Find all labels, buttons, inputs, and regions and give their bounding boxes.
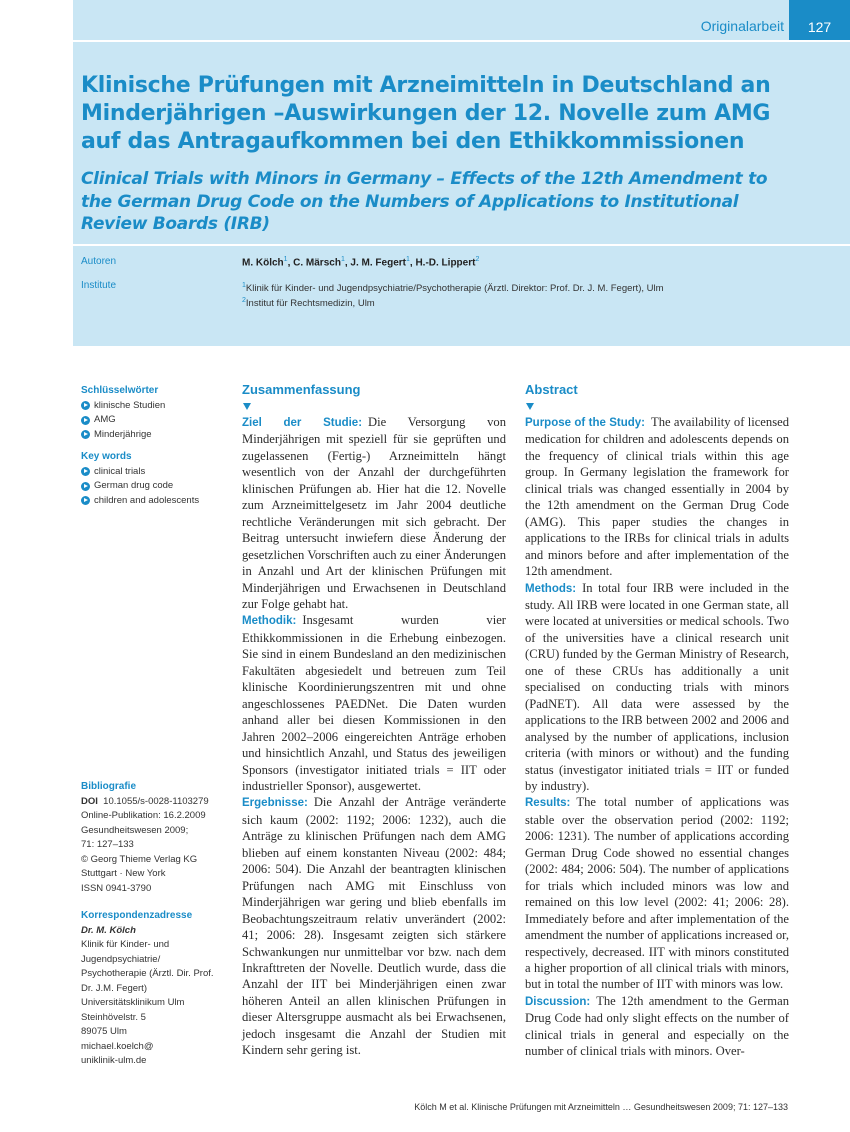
arrow-bullet-icon [81, 401, 90, 410]
footer-citation: Kölch M et al. Klinische Prüfungen mit Arzneimitteln … Gesundheitswesen 2009; 71: 127–133 [414, 1102, 788, 1112]
correspondence-line: Jugendpsychiatrie/ [81, 953, 161, 965]
abstract-section-label: Methods: [525, 582, 577, 595]
institute-mark: 1 [242, 282, 246, 289]
keyword-item [81, 479, 231, 494]
author-name: H.-D. Lippert [415, 257, 476, 269]
abstract-paragraph [525, 993, 789, 1060]
institute-mark: 2 [242, 297, 246, 305]
bibliography-line: Online-Publikation: 16.2.2009 [81, 810, 206, 821]
bibliography-line: 71: 127–133 [81, 839, 134, 850]
arrow-bullet-icon [81, 416, 90, 425]
keyword-text: Minderjährige [94, 428, 152, 440]
correspondence-line: Universitätsklinikum Ulm [81, 997, 185, 1008]
bibliography-lines [81, 809, 231, 896]
arrow-bullet-icon [81, 496, 90, 505]
abstract-english-body [525, 414, 789, 1060]
bibliography-block [81, 780, 231, 896]
article-title-german: Klinische Prüfungen mit Arzneimitteln in Deutschland an Minderjährigen –Auswirkungen der 12. Novelle zum AMG auf das Antragaufkommen bei den Ethikkommissionen [81, 73, 771, 154]
abstract-english [525, 381, 789, 1060]
keyword-item [81, 428, 231, 443]
correspondence-heading: Korrespondenzadresse [81, 910, 193, 921]
arrow-bullet-icon [81, 467, 90, 476]
header-band [73, 0, 850, 40]
correspondence-block [81, 909, 231, 1069]
keywords-sidebar [81, 384, 231, 508]
institute-list [242, 280, 664, 310]
correspondence-line: Steinhövelstr. 5 [81, 1011, 146, 1023]
institute-text: Klinik für Kinder- und Jugendpsychiatrie/Psychotherapie (Ärztl. Direktor: Prof. Dr. J. M. Fegert), Ulm [245, 283, 664, 295]
keyword-text: children and adolescents [94, 494, 200, 506]
bibliography-line: Gesundheitswesen 2009; [81, 824, 189, 836]
keyword-item [81, 413, 231, 428]
keyword-text: klinische Studien [94, 399, 166, 411]
abstract-paragraph [525, 794, 789, 992]
author-list: M. Kölch$^1$, C. Märsch$^1$, J. M. Fegert$^1$, H.-D. Lippert$^2$ [242, 256, 480, 269]
correspondence-line: michael.koelch@ [81, 1040, 154, 1052]
abstract-english-heading: Abstract [525, 382, 578, 397]
abstract-section-text: The availability of licensed medication for children and adolescents depends on the frequency of clinical trials within this age group. In Germany legislation the framework for clinical trials was changed essentially in 2004 by the 12th amendment on the German Drug Code (AMG). This paper studies the changes in applications to the IRBs for clinical trials in adults and minors before and after implementation of the 12th amendment. [525, 415, 789, 579]
keywords-en-list [81, 465, 231, 509]
abstract-section-label: Methodik: [242, 615, 297, 628]
arrow-bullet-icon [81, 430, 90, 439]
keywords-en-heading: Key words [81, 451, 132, 462]
abstract-section-text: Die Versorgung von Minderjährigen mit speziell für sie geprüften und zugelassenen (Fertig-) Arzneimitteln hängt wesentlich von der Anzahl der durchgeführten klinischen Prüfungen ab. Hier hat die 12. Novelle zum Arzneimittelgesetz im Jahr 2004 deutliche rechtliche Veränderungen mit sich gebracht. Der Beitrag untersucht inwiefern diese Änderung der gesetzlichen Vorschriften auch zu einer Änderungen in Anzahl und Art der klinischen Prüfungen mit Minderjährigen und Erwachsenen in Deutschland zur Folge gehabt hat. [242, 415, 506, 611]
author-name: M. Kölch [242, 257, 284, 269]
correspondence-line: 89075 Ulm [81, 1026, 127, 1037]
abstract-section-text: The 12th amendment to the German Drug Code had only slight effects on the number of clinical trials in general and especially on the number of clinical trials with minors. Over- [525, 993, 789, 1059]
author-affiliation-mark: 2 [475, 256, 480, 263]
institute-line [242, 295, 664, 310]
arrow-bullet-icon [81, 482, 90, 491]
abstract-section-label: Results: [525, 797, 571, 810]
abstract-section-text: In total four IRB were included in the study. All IRB were located in one German state, all were located at universities or medical schools. Two of the universities have a clinical research unit (CRU) funded by the German Ministry of Research, one of these CRUs has additionally a unit specialised on conducting trials with minors (PadNET). All data were assessed by the applications to the IRB between 2002 and 2006 and analysed by the number of applications, inclusion criteria (with minors or without) and the funding status (investigator initiated trials = IIT or funded by industry). [525, 580, 789, 793]
abstract-section-label: Purpose of the Study: [525, 417, 646, 429]
correspondence-line: Dr. J.M. Fegert) [81, 982, 147, 994]
correspondence-line: Klinik für Kinder- und [81, 939, 170, 950]
author-affiliation-mark: 1 [405, 256, 410, 263]
page-number: 127 [789, 0, 850, 40]
bibliography-line: ISSN 0941-3790 [81, 882, 152, 894]
bibliography-heading: Bibliografie [81, 781, 137, 792]
correspondence-line: uniklinik-ulm.de [81, 1055, 147, 1066]
author-affiliation-mark: 1 [340, 256, 345, 263]
abstract-section-text: The total number of applications was stable over the observation period (2002: 1192; 2006: 1231). The number of applications according German Drug Code showed no essential changes (2002: 484; 2006: 504). The number of applications for trials which included minors was low and remained on this low level (2002: 41; 2006: 28). Immediately before and after implementation of the amendment the number of applications increased or, respectively, decreased. IIT with minors constituted a higher proportion of all clinical trials with minors, but in total the number of IIT with minors was low. [525, 795, 789, 992]
section-label: Originalarbeit [700, 18, 784, 34]
authors-label: Autoren [81, 256, 117, 267]
abstract-german [242, 381, 506, 1059]
author-affiliation-mark: 1 [283, 256, 288, 263]
article-title-english: Clinical Trials with Minors in Germany – Effects of the 12th Amendment to the German Drug Code on the Numbers of Applications to Institutional Review Boards (IRB) [81, 169, 768, 234]
author-name: J. M. Fegert [350, 257, 406, 269]
doi-line [81, 795, 231, 810]
doi-label: DOI [81, 795, 98, 807]
abstract-german-heading: Zusammenfassung [242, 382, 361, 397]
abstract-section-text: Die Anzahl der Anträge veränderte sich kaum (2002: 1192; 2006: 1232), auch die Anträge zu klinischen Prüfungen nach dem AMG blieben auf einem konstanten Niveau (2002: 484; 2006: 504). Die Anzahl der beantragten klinischen Prüfungen nach AMG mit Einschluss von Minderjährigen war gering und blieb ebenfalls im Beobachtungszeitraum relativ unverändert (2002: 41; 2006: 28). Insgesamt zeigten sich stärkere Schwankungen nur unmittelbar vor bzw. nach dem Inkrafttreten der Novelle. Deutlich wurde, dass die Anzahl der IIT bei Minderjährigen einen zwar höheren Anteil an allen klinischen Prüfungen in dieser Altersgruppe ausmacht als bei Erwachsenen, jedoch insgesamt die Anzahl der Studien mit Kindern sehr gering ist. [242, 795, 506, 1058]
abstract-german-body [242, 414, 506, 1059]
keyword-item [81, 465, 231, 480]
institute-text: Institut für Rechtsmedizin, Ulm [245, 298, 375, 310]
institutes-label: Institute [81, 280, 117, 291]
keywords-de-list [81, 399, 231, 443]
correspondence-name: Dr. M. Kölch [81, 924, 136, 936]
correspondence-lines [81, 938, 231, 1069]
doi-value: 10.1055/s-0028-1103279 [103, 795, 209, 807]
institute-line [242, 280, 664, 295]
abstract-section-label: Discussion: [525, 995, 591, 1008]
triangle-down-icon [526, 403, 534, 410]
abstract-paragraph [242, 612, 506, 794]
bibliography-line: Stuttgart · New York [81, 868, 166, 879]
keyword-item [81, 399, 231, 414]
abstract-section-label: Ziel der Studie: [242, 417, 363, 429]
abstract-paragraph [525, 414, 789, 580]
keyword-text: German drug code [94, 480, 174, 491]
author-name: C. Märsch [293, 257, 341, 269]
abstract-section-label: Ergebnisse: [242, 797, 308, 810]
triangle-down-icon [243, 403, 251, 410]
abstract-paragraph [242, 414, 506, 612]
abstract-paragraph [525, 580, 789, 795]
keyword-text: AMG [94, 414, 116, 425]
abstract-section-text: Insgesamt wurden vier Ethikkommissionen in die Erhebung einbezogen. Sie sind in einem Bundesland an den medizinischen Fakultäten abgesiedelt und betreuen zum Teil klinische Koordinierungszentren mit und ohne angeschlossenes PAEDNet. Die Daten wurden anhand aller bei diesen Kommissionen in den Jahren 2002–2006 eingereichten Anträge erhoben und hinsichtlich Anzahl, und Status des jeweiligen Sponsors (investigator initiated trials = IIT oder industrieller Sponsor), ausgewertet. [242, 613, 506, 793]
keyword-text: clinical trials [94, 465, 146, 477]
keyword-item [81, 494, 231, 509]
bibliography-line: © Georg Thieme Verlag KG [81, 853, 198, 865]
correspondence-line: Psychotherapie (Ärztl. Dir. Prof. [81, 968, 214, 979]
keywords-de-heading: Schlüsselwörter [81, 385, 159, 396]
abstract-paragraph [242, 794, 506, 1058]
